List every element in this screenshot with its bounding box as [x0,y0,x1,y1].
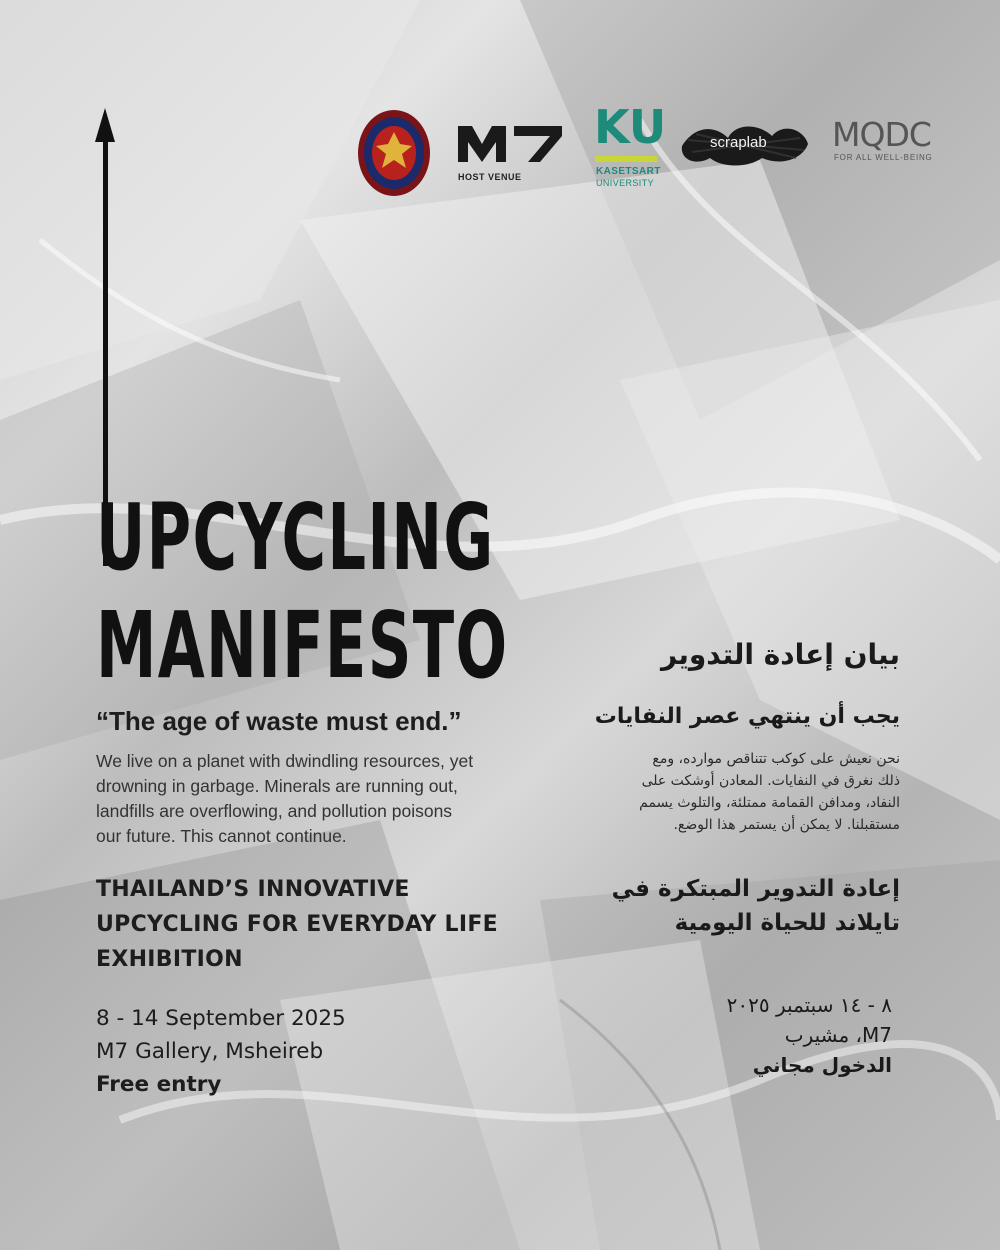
intro-line: our future. This cannot continue. [96,826,347,846]
m7-logo [456,120,566,166]
exhibition-line: UPCYCLING FOR EVERYDAY LIFE [96,912,498,937]
arabic-subtitle: يجب أن ينتهي عصر النفايات [594,704,900,729]
m7-caption: HOST VENUE [458,172,522,182]
event-dates: 8 - 14 September 2025 [96,1006,346,1031]
partner-logos [0,0,1000,200]
mqdc-wordmark: MQDC [832,115,931,154]
arabic-title: بيان إعادة التدوير [660,638,900,671]
mqdc-tagline: FOR ALL WELL-BEING [834,153,933,162]
quote-heading: “The age of waste must end.” [96,706,462,736]
arabic-intro-line: مستقبلنا. لا يمكن أن يستمر هذا الوضع. [673,817,900,833]
arabic-exhibition-line: تايلاند للحياة اليومية [674,910,900,936]
exhibition-line: THAILAND’S INNOVATIVE [96,877,410,902]
intro-line: drowning in garbage. Minerals are running out, [96,776,458,796]
arabic-exhibition-title [612,872,900,940]
arabic-event-dates: ٨ - ١٤ سبتمبر ٢٠٢٥ [726,993,892,1017]
scraplab-wordmark: scraplab [710,134,767,151]
arabic-event-details [727,990,892,1080]
arabic-intro-line: نحن نعيش على كوكب تتناقص موارده، ومع [652,751,900,767]
arrow-up-icon [95,108,115,142]
ku-name: KASETSART [596,166,661,177]
royal-thai-embassy-emblem [356,108,432,198]
arabic-intro-line: ذلك نغرق في النفايات. المعادن أوشكت على [641,773,900,789]
exhibition-line: EXHIBITION [96,947,243,972]
arabic-intro-paragraph [639,748,900,836]
exhibition-title [96,872,498,977]
event-venue: M7 Gallery, Msheireb [96,1039,324,1064]
arabic-intro-line: النفاد، ومدافن القمامة ممتلئة، والتلوث يسمم [639,795,900,811]
intro-line: landfills are overflowing, and pollution poisons [96,801,453,821]
ku-bar [595,156,657,162]
intro-line: We live on a planet with dwindling resources, yet [96,751,474,771]
ku-mark: KU [594,100,667,154]
title-line-2: MANIFESTO [96,592,509,699]
arabic-exhibition-line: إعادة التدوير المبتكرة في [611,876,900,902]
title-line-1: UPCYCLING [96,484,495,591]
event-entry: Free entry [96,1072,222,1097]
event-details [96,1002,346,1101]
intro-paragraph [96,749,536,849]
ku-subname: UNIVERSITY [596,178,655,188]
arabic-event-entry: الدخول مجاني [752,1053,892,1077]
arabic-event-venue: M7، مشيرب [784,1023,892,1047]
